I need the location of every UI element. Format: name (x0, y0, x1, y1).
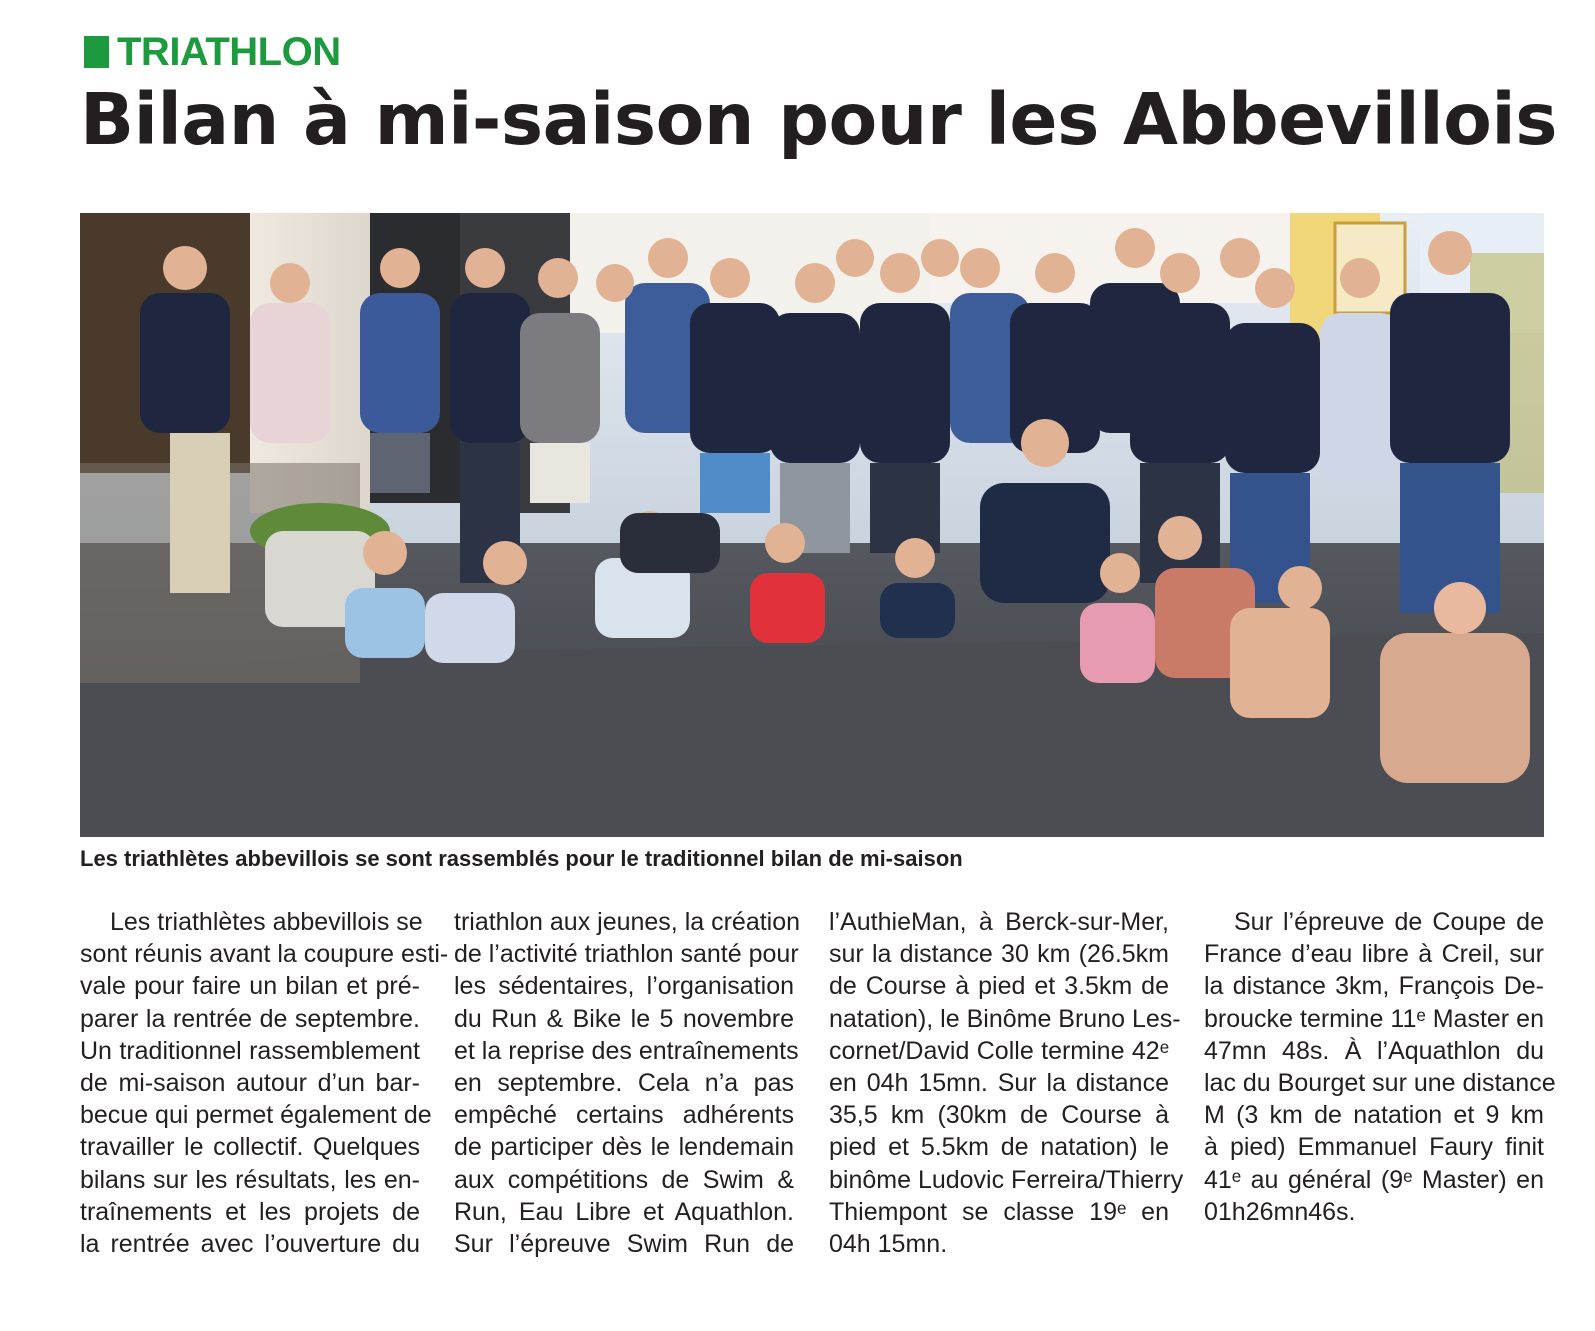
text-line: becue qui permet également de (80, 1101, 432, 1130)
text-line: de mi-saison autour d’un bar- (80, 1068, 420, 1097)
text-line: Thiempont se classe 19ᵉ en (829, 1197, 1169, 1226)
text-line: sur la distance 30 km (26.5km (829, 940, 1169, 969)
text-line: travailler le collectif. Quelques (80, 1133, 420, 1162)
text-line: traînements et les projets de (80, 1197, 420, 1226)
rubric-square-icon (84, 36, 109, 68)
text-line: 35,5 km (30km de Course à (829, 1101, 1169, 1130)
text-line: les sédentaires, l’organisation (454, 972, 794, 1001)
text-line: 01h26mn46s. (1204, 1197, 1356, 1226)
rubric-label: TRIATHLON (117, 30, 341, 74)
text-line: Sur l’épreuve de Coupe de (1234, 908, 1544, 936)
text-line: M (3 km de natation et 9 km (1204, 1101, 1544, 1130)
text-line: de Course à pied et 3.5km de (829, 972, 1169, 1001)
text-line: lac du Bourget sur une distance (1204, 1068, 1556, 1097)
text-line: cornet/David Colle termine 42ᵉ (829, 1036, 1169, 1065)
text-line: triathlon aux jeunes, la création (454, 908, 801, 936)
text-line: la distance 3km, François De- (1204, 972, 1544, 1001)
text-line: 41ᵉ au général (9ᵉ Master) en (1204, 1165, 1544, 1194)
text-line: et la reprise des entraînements (454, 1036, 799, 1065)
text-line: la rentrée avec l’ouverture du (80, 1229, 420, 1258)
text-line: Les triathlètes abbevillois se (110, 908, 423, 936)
text-line: de participer dès le lendemain (454, 1133, 794, 1162)
text-line: 47mn 48s. À l’Aquathlon du (1204, 1036, 1544, 1065)
text-line: parer la rentrée de septembre. (80, 1004, 420, 1033)
text-line: du Run & Bike le 5 novembre (454, 1004, 794, 1033)
text-line: à pied) Emmanuel Faury finit (1204, 1133, 1544, 1162)
text-line: bilans sur les résultats, les en- (80, 1165, 420, 1194)
headline: Bilan à mi-saison pour les Abbevillois (80, 78, 1557, 161)
text-line: France d’eau libre à Creil, sur (1204, 940, 1544, 969)
group-photo (80, 213, 1544, 837)
text-line: Un traditionnel rassemblement (80, 1036, 420, 1065)
text-line: binôme Ludovic Ferreira/Thierry (829, 1165, 1184, 1194)
photo-caption: Les triathlètes abbevillois se sont rassemblés pour le traditionnel bilan de mi-saison (80, 846, 963, 871)
text-line: pied et 5.5km de natation) le (829, 1133, 1169, 1162)
text-line: broucke termine 11ᵉ Master en (1204, 1004, 1544, 1033)
text-line: vale pour faire un bilan et pré- (80, 972, 420, 1001)
text-line: l’AuthieMan, à Berck-sur-Mer, (829, 908, 1169, 936)
text-line: en septembre. Cela n’a pas (454, 1068, 794, 1097)
text-line: empêché certains adhérents (454, 1101, 794, 1130)
text-line: 04h 15mn. (829, 1229, 948, 1258)
article-column-4 (1204, 906, 1556, 1228)
text-line: Sur l’épreuve Swim Run de (454, 1229, 794, 1258)
text-line: aux compétitions de Swim & (454, 1165, 794, 1194)
text-line: de l’activité triathlon santé pour (454, 940, 799, 969)
text-line: en 04h 15mn. Sur la distance (829, 1068, 1169, 1097)
text-line: natation), le Binôme Bruno Les- (829, 1004, 1181, 1033)
article-column-2 (454, 906, 801, 1260)
text-line: Run, Eau Libre et Aquathlon. (454, 1197, 794, 1226)
text-line: sont réunis avant la coupure esti- (80, 940, 449, 969)
article-column-1 (80, 906, 449, 1260)
article-column-3 (829, 906, 1184, 1260)
section-rubric (84, 30, 341, 74)
article-body (80, 906, 1556, 1266)
